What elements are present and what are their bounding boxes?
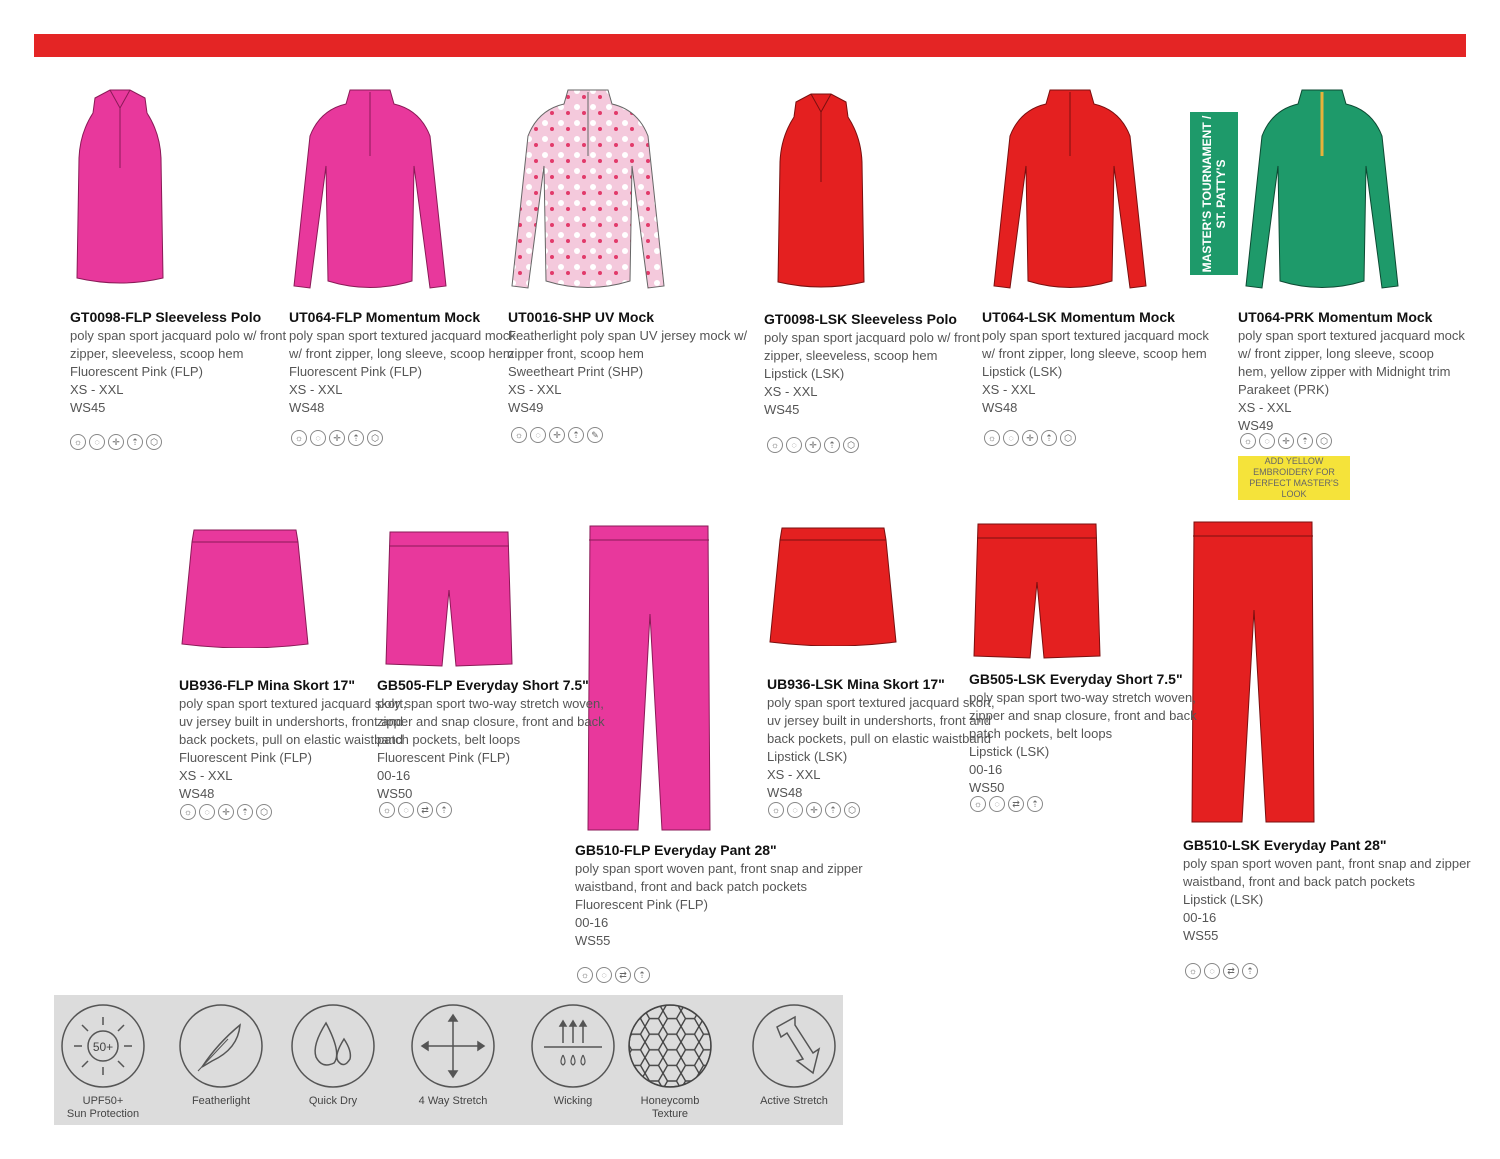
drops-icon: ◌ bbox=[398, 802, 414, 818]
product-title: UB936-LSK Mina Skort 17" bbox=[767, 676, 945, 692]
feature-icons-row bbox=[291, 429, 383, 447]
four-way-arrows-icon: ✛ bbox=[329, 430, 345, 446]
drops-icon: ◌ bbox=[310, 430, 326, 446]
active-stretch-icon bbox=[751, 1003, 837, 1089]
honeycomb-icon: ⬡ bbox=[1060, 430, 1076, 446]
product-line: XS - XXL bbox=[764, 384, 818, 399]
product-gt0098-lsk bbox=[764, 310, 980, 419]
honeycomb-icon: ⬡ bbox=[844, 802, 860, 818]
wicking-icon: ⇡ bbox=[568, 427, 584, 443]
feature-icons-row bbox=[1240, 432, 1332, 450]
product-line: WS50 bbox=[377, 786, 413, 801]
feature-icons-row bbox=[768, 801, 860, 819]
upf-sun-icon: ☼ bbox=[511, 427, 527, 443]
skort-pink-image bbox=[180, 528, 310, 648]
product-line: XS - XXL bbox=[1238, 400, 1292, 415]
upf-sun-icon: ☼ bbox=[70, 434, 86, 450]
banner-line-1: MASTER'S TOURNAMENT / bbox=[1200, 115, 1214, 273]
product-line: Lipstick (LSK) bbox=[982, 364, 1063, 379]
product-line: poly span sport textured jacquard mock bbox=[289, 328, 516, 343]
feature-icons-row bbox=[984, 429, 1076, 447]
product-line: WS50 bbox=[969, 780, 1005, 795]
product-line: WS48 bbox=[767, 785, 803, 800]
wicking-icon: ⇡ bbox=[634, 967, 650, 983]
embroidery-note bbox=[1238, 456, 1350, 500]
drops-icon: ◌ bbox=[989, 796, 1005, 812]
legend-label: Honeycomb bbox=[640, 1095, 700, 1107]
wicking-icon: ⇡ bbox=[824, 437, 840, 453]
feature-icons-row bbox=[970, 795, 1043, 813]
upf-sun-icon: ☼ bbox=[984, 430, 1000, 446]
product-gt0098-flp bbox=[70, 308, 286, 417]
product-line: back pockets, pull on elastic waistband bbox=[179, 732, 404, 747]
wicking-icon: ⇡ bbox=[237, 804, 253, 820]
product-title: GB510-LSK Everyday Pant 28" bbox=[1183, 837, 1387, 853]
product-gb505-lsk bbox=[969, 670, 1197, 797]
drops-icon: ◌ bbox=[596, 967, 612, 983]
product-line: Fluorescent Pink (FLP) bbox=[70, 364, 203, 379]
product-line: zipper front, scoop hem bbox=[508, 346, 644, 361]
product-line: WS48 bbox=[179, 786, 215, 801]
product-line: Lipstick (LSK) bbox=[1183, 892, 1264, 907]
feather-icon: ✎ bbox=[587, 427, 603, 443]
upf-sun-icon: ☼ bbox=[1240, 433, 1256, 449]
product-line: Fluorescent Pink (FLP) bbox=[377, 750, 510, 765]
drops-icon: ◌ bbox=[786, 437, 802, 453]
feature-icons-row bbox=[511, 426, 603, 444]
four-way-arrows-icon: ✛ bbox=[549, 427, 565, 443]
honeycomb-icon: ⬡ bbox=[1316, 433, 1332, 449]
legend-label: Active Stretch bbox=[760, 1095, 828, 1107]
wicking-icon: ⇡ bbox=[825, 802, 841, 818]
upf-sun-icon: ☼ bbox=[767, 437, 783, 453]
product-line: zipper, sleeveless, scoop hem bbox=[764, 348, 938, 363]
four-way-arrows-icon: ✛ bbox=[1278, 433, 1294, 449]
product-line: Lipstick (LSK) bbox=[969, 744, 1050, 759]
legend-item-4way bbox=[398, 1003, 508, 1108]
sleeveless-polo-red-image bbox=[766, 92, 876, 292]
honeycomb-icon: ⬡ bbox=[146, 434, 162, 450]
product-line: poly span sport jacquard polo w/ front bbox=[70, 328, 287, 343]
feature-icons-row bbox=[1185, 962, 1258, 980]
drops-icon: ◌ bbox=[199, 804, 215, 820]
legend-item-wicking bbox=[518, 1003, 628, 1108]
legend-label: Quick Dry bbox=[308, 1095, 358, 1107]
features-legend bbox=[54, 995, 843, 1125]
product-line: hem, yellow zipper with Midnight trim bbox=[1238, 364, 1451, 379]
product-line: 00-16 bbox=[377, 768, 411, 783]
product-title: GB505-LSK Everyday Short 7.5" bbox=[969, 671, 1183, 687]
product-ut064-lsk bbox=[982, 308, 1209, 417]
four-way-arrows-icon: ✛ bbox=[1022, 430, 1038, 446]
product-title: GB510-FLP Everyday Pant 28" bbox=[575, 842, 777, 858]
product-line: waistband, front and back patch pockets bbox=[575, 879, 807, 894]
note-line-1: ADD YELLOW EMBROIDERY FOR bbox=[1238, 456, 1350, 478]
product-ub936-flp bbox=[179, 676, 407, 803]
header-red-bar bbox=[34, 34, 1466, 57]
pant-red-image bbox=[1188, 520, 1318, 826]
product-gb505-flp bbox=[377, 676, 605, 803]
product-line: poly span sport textured jacquard mock bbox=[982, 328, 1209, 343]
active-stretch-icon: ⇄ bbox=[417, 802, 433, 818]
wicking-icon: ⇡ bbox=[436, 802, 452, 818]
upf-sun-icon: ☼ bbox=[1185, 963, 1201, 979]
product-line: WS48 bbox=[289, 400, 325, 415]
product-line: WS45 bbox=[764, 402, 800, 417]
product-line: Fluorescent Pink (FLP) bbox=[575, 897, 708, 912]
legend-item-upf bbox=[48, 1003, 158, 1121]
four-way-arrows-icon bbox=[410, 1003, 496, 1089]
product-line: zipper, sleeveless, scoop hem bbox=[70, 346, 244, 361]
honeycomb-icon bbox=[627, 1003, 713, 1089]
legend-label: Texture bbox=[651, 1108, 689, 1120]
legend-item-honeycomb bbox=[615, 1003, 725, 1121]
product-line: patch pockets, belt loops bbox=[969, 726, 1113, 741]
upf-sun-icon: ☼ bbox=[768, 802, 784, 818]
product-title: GT0098-FLP Sleeveless Polo bbox=[70, 309, 262, 325]
drops-icon: ◌ bbox=[1204, 963, 1220, 979]
four-way-arrows-icon: ✛ bbox=[805, 437, 821, 453]
uv-mock-print-image bbox=[508, 86, 668, 296]
product-line: patch pockets, belt loops bbox=[377, 732, 521, 747]
product-line: Fluorescent Pink (FLP) bbox=[289, 364, 422, 379]
upf-sun-icon: ☼ bbox=[379, 802, 395, 818]
product-line: uv jersey built in undershorts, front and bbox=[767, 713, 992, 728]
product-line: w/ front zipper, long sleeve, scoop bbox=[1238, 346, 1434, 361]
product-line: XS - XXL bbox=[767, 767, 821, 782]
product-line: w/ front zipper, long sleeve, scoop hem bbox=[982, 346, 1207, 361]
skort-red-image bbox=[768, 526, 898, 646]
product-line: 00-16 bbox=[969, 762, 1003, 777]
product-line: w/ front zipper, long sleeve, scoop hem bbox=[289, 346, 514, 361]
product-line: poly span sport woven pant, front snap and zipper bbox=[1183, 856, 1471, 871]
product-line: Lipstick (LSK) bbox=[767, 749, 848, 764]
legend-label: Featherlight bbox=[191, 1095, 251, 1107]
legend-label: 4 Way Stretch bbox=[418, 1095, 488, 1107]
legend-item-featherlight bbox=[166, 1003, 276, 1108]
upf-sun-icon: ☼ bbox=[970, 796, 986, 812]
product-line: Parakeet (PRK) bbox=[1238, 382, 1330, 397]
product-line: XS - XXL bbox=[70, 382, 124, 397]
product-line: poly span sport two-way stretch woven, bbox=[377, 696, 604, 711]
product-gb510-flp bbox=[575, 841, 863, 950]
four-way-arrows-icon: ✛ bbox=[806, 802, 822, 818]
note-line-2: PERFECT MASTER'S LOOK bbox=[1238, 478, 1350, 500]
product-line: XS - XXL bbox=[289, 382, 343, 397]
product-title: GB505-FLP Everyday Short 7.5" bbox=[377, 677, 589, 693]
active-stretch-icon: ⇄ bbox=[1008, 796, 1024, 812]
feature-icons-row bbox=[180, 803, 272, 821]
honeycomb-icon: ⬡ bbox=[256, 804, 272, 820]
product-line: WS55 bbox=[1183, 928, 1219, 943]
product-line: back pockets, pull on elastic waistband bbox=[767, 731, 992, 746]
legend-label: Sun Protection bbox=[66, 1108, 140, 1120]
four-way-arrows-icon: ✛ bbox=[108, 434, 124, 450]
momentum-mock-red-image bbox=[990, 86, 1150, 296]
four-way-arrows-icon: ✛ bbox=[218, 804, 234, 820]
wicking-icon: ⇡ bbox=[1297, 433, 1313, 449]
product-line: 00-16 bbox=[1183, 910, 1217, 925]
product-line: Lipstick (LSK) bbox=[764, 366, 845, 381]
active-stretch-icon: ⇄ bbox=[615, 967, 631, 983]
upf-sun-icon bbox=[60, 1003, 146, 1089]
product-line: poly span sport textured jacquard skort, bbox=[179, 696, 407, 711]
momentum-mock-pink-image bbox=[290, 86, 450, 296]
product-line: WS48 bbox=[982, 400, 1018, 415]
short-pink-image bbox=[384, 530, 514, 670]
upf-badge-text: 50+ bbox=[92, 1040, 114, 1054]
feature-icons-row bbox=[577, 966, 650, 984]
product-line: zipper and snap closure, front and back bbox=[377, 714, 605, 729]
product-title: UT064-FLP Momentum Mock bbox=[289, 309, 481, 325]
product-line: uv jersey built in undershorts, front and bbox=[179, 714, 404, 729]
legend-label: Wicking bbox=[553, 1095, 593, 1107]
legend-label: UPF50+ bbox=[82, 1095, 124, 1107]
product-title: GT0098-LSK Sleeveless Polo bbox=[764, 311, 957, 327]
feather-icon bbox=[178, 1003, 264, 1089]
product-line: waistband, front and back patch pockets bbox=[1183, 874, 1415, 889]
product-line: WS45 bbox=[70, 400, 106, 415]
drops-icon: ◌ bbox=[1003, 430, 1019, 446]
product-ut064-prk bbox=[1238, 308, 1465, 435]
upf-sun-icon: ☼ bbox=[180, 804, 196, 820]
product-line: poly span sport woven pant, front snap and zipper bbox=[575, 861, 863, 876]
short-red-image bbox=[972, 522, 1102, 662]
product-line: XS - XXL bbox=[508, 382, 562, 397]
upf-sun-icon: ☼ bbox=[577, 967, 593, 983]
product-ub936-lsk bbox=[767, 675, 995, 802]
product-ut0016-shp bbox=[508, 308, 747, 417]
feature-icons-row bbox=[70, 433, 162, 451]
drops-icon: ◌ bbox=[89, 434, 105, 450]
product-line: 00-16 bbox=[575, 915, 609, 930]
legend-item-active-stretch bbox=[739, 1003, 849, 1108]
product-line: poly span sport textured jacquard skort, bbox=[767, 695, 995, 710]
drops-icon: ◌ bbox=[1259, 433, 1275, 449]
product-title: UB936-FLP Mina Skort 17" bbox=[179, 677, 355, 693]
product-line: WS55 bbox=[575, 933, 611, 948]
product-line: Featherlight poly span UV jersey mock w/ bbox=[508, 328, 748, 343]
wicking-icon: ⇡ bbox=[348, 430, 364, 446]
drops-icon: ◌ bbox=[787, 802, 803, 818]
product-title: UT0016-SHP UV Mock bbox=[508, 309, 655, 325]
wicking-icon bbox=[530, 1003, 616, 1089]
legend-item-quick-dry bbox=[278, 1003, 388, 1108]
product-line: Sweetheart Print (SHP) bbox=[508, 364, 644, 379]
active-stretch-icon: ⇄ bbox=[1223, 963, 1239, 979]
wicking-icon: ⇡ bbox=[1242, 963, 1258, 979]
product-line: XS - XXL bbox=[982, 382, 1036, 397]
honeycomb-icon: ⬡ bbox=[843, 437, 859, 453]
product-title: UT064-PRK Momentum Mock bbox=[1238, 309, 1433, 325]
upf-sun-icon: ☼ bbox=[291, 430, 307, 446]
feature-icons-row bbox=[767, 436, 859, 454]
product-gb510-lsk bbox=[1183, 836, 1471, 945]
product-line: poly span sport textured jacquard mock bbox=[1238, 328, 1465, 343]
masters-tournament-banner bbox=[1190, 112, 1238, 275]
product-line: XS - XXL bbox=[179, 768, 233, 783]
product-line: poly span sport jacquard polo w/ front bbox=[764, 330, 981, 345]
product-line: zipper and snap closure, front and back bbox=[969, 708, 1197, 723]
banner-line-2: ST. PATTY'S bbox=[1214, 159, 1228, 229]
feature-icons-row bbox=[379, 801, 452, 819]
product-line: WS49 bbox=[508, 400, 544, 415]
honeycomb-icon: ⬡ bbox=[367, 430, 383, 446]
momentum-mock-green-image bbox=[1242, 86, 1402, 296]
wicking-icon: ⇡ bbox=[1041, 430, 1057, 446]
product-title: UT064-LSK Momentum Mock bbox=[982, 309, 1175, 325]
sleeveless-polo-pink-image bbox=[65, 88, 175, 288]
drops-icon bbox=[290, 1003, 376, 1089]
product-line: WS49 bbox=[1238, 418, 1274, 433]
wicking-icon: ⇡ bbox=[1027, 796, 1043, 812]
drops-icon: ◌ bbox=[530, 427, 546, 443]
product-ut064-flp bbox=[289, 308, 516, 417]
product-line: Fluorescent Pink (FLP) bbox=[179, 750, 312, 765]
product-line: poly span sport two-way stretch woven, bbox=[969, 690, 1196, 705]
wicking-icon: ⇡ bbox=[127, 434, 143, 450]
